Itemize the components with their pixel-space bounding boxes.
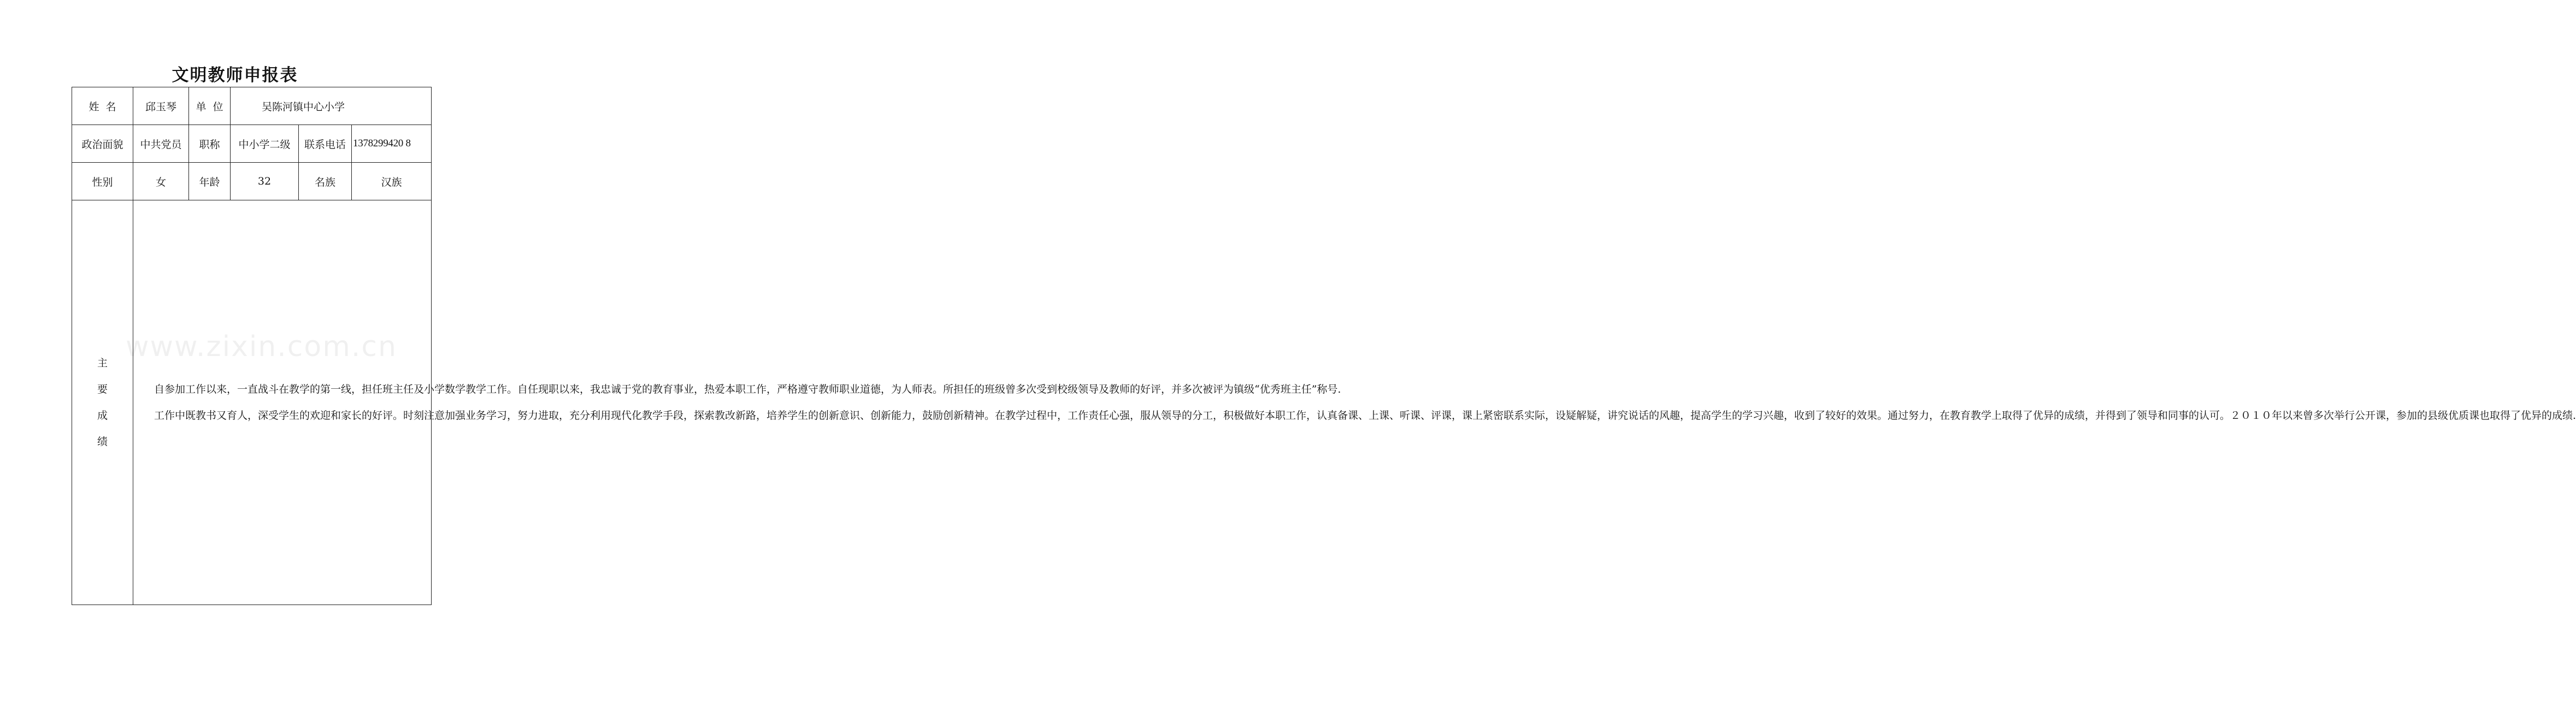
ethnicity-label: 名族 bbox=[299, 163, 352, 200]
achievements-label-char: 主 bbox=[97, 357, 108, 369]
phone-label: 联系电话 bbox=[299, 125, 352, 163]
gender-value: 女 bbox=[133, 163, 189, 200]
form-row-political bbox=[72, 125, 432, 163]
achievements-label-char: 绩 bbox=[97, 436, 108, 448]
unit-value: 吴陈河镇中心小学 bbox=[231, 87, 432, 125]
achievements-paragraph: 工作中既教书又育人，深受学生的欢迎和家长的好评。时刻注意加强业务学习，努力进取，充分利用现代化教学手段，探索教改新路，培养学生的创新意识、创新能力，鼓励创新精神。在教学过程中，工作责任心强，服从领导的分工，积极做好本职工作，认真备课、上课、听课、评课，课上紧密联系实际，设疑解疑，讲究说话的风趣，提高学生的学习兴趣，收到了较好的效果。通过努力，在教育教学上取得了优异的成绩，并得到了领导和同事的认可。２０１０年以来曾多次举行公开课，参加的县级优质课也取得了优异的成绩. bbox=[154, 410, 2576, 422]
form-row-name bbox=[72, 87, 432, 125]
achievements-content bbox=[133, 200, 2576, 605]
gender-label: 性别 bbox=[72, 163, 133, 200]
achievements-label-char: 成 bbox=[97, 410, 108, 422]
political-label: 政治面貌 bbox=[72, 125, 133, 163]
watermark: www.zixin.com.cn bbox=[126, 330, 397, 363]
ethnicity-value: 汉族 bbox=[352, 163, 432, 200]
form-row-achievements bbox=[72, 200, 432, 605]
application-form-table bbox=[72, 87, 2576, 605]
political-value: 中共党员 bbox=[133, 125, 189, 163]
title-label: 职称 bbox=[189, 125, 231, 163]
age-label: 年龄 bbox=[189, 163, 231, 200]
title-value: 中小学二级 bbox=[231, 125, 299, 163]
unit-label: 单 位 bbox=[189, 87, 231, 125]
achievements-label bbox=[72, 200, 133, 605]
phone-value: 1378299420 8 bbox=[352, 125, 432, 163]
form-row-gender bbox=[72, 163, 432, 200]
achievements-label-char: 要 bbox=[97, 383, 108, 395]
name-value: 邱玉琴 bbox=[133, 87, 189, 125]
name-label: 姓 名 bbox=[72, 87, 133, 125]
form-title: 文明教师申报表 bbox=[172, 66, 298, 85]
achievements-paragraph: 自参加工作以来，一直战斗在教学的第一线，担任班主任及小学数学教学工作。自任现职以来，我忠诚于党的教育事业，热爱本职工作，严格遵守教师职业道德，为人师表。所担任的班级曾多次受到校级领导及教师的好评，并多次被评为镇级“优秀班主任”称号. bbox=[154, 383, 1341, 395]
age-value: 32 bbox=[231, 163, 299, 200]
